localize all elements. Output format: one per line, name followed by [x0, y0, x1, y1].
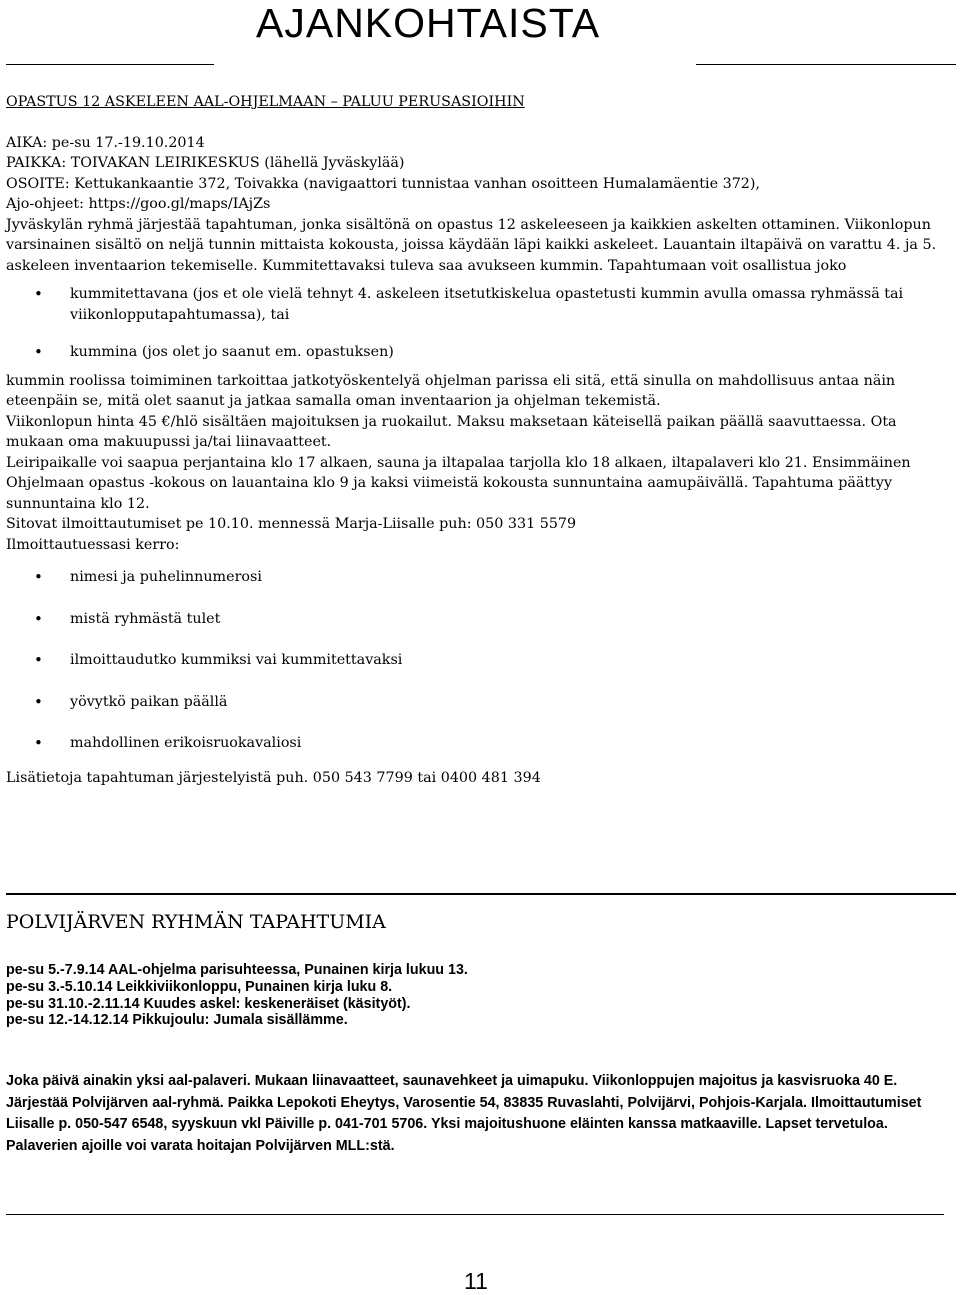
list-item: • ilmoittaudutko kummiksi vai kummitettavaksi — [6, 650, 956, 671]
event-address: OSOITE: Kettukankaantie 372, Toivakka (navigaattori tunnistaa vanhan osoitteen Humalamäentie 372), — [6, 175, 761, 192]
event-directions: Ajo-ohjeet: https://goo.gl/maps/IAjZs — [6, 196, 271, 212]
event-time: AIKA: pe-su 17.-19.10.2014 — [6, 134, 205, 151]
section-heading: POLVIJÄRVEN RYHMÄN TAPAHTUMIA — [6, 911, 386, 933]
page-number: 11 — [464, 1268, 488, 1294]
header-rule-left — [6, 64, 214, 65]
registration-deadline: Sitovat ilmoittautumiset pe 10.10. mennessä Marja-Liisalle puh: 050 331 5579 — [6, 516, 577, 532]
body-paragraph: Joka päivä ainakin yksi aal-palaveri. Mukaan liinavaatteet, saunavehkeet ja uimapuku. Viikonloppujen majoitus ja kasvisruoka 40 E. Järjestää Polvijärven aal-ryhmä. Paikka Lepokoti Eheytys, Varosentie 54, 83835 Ruvaslahti, Polvijärvi, Pohjois-Karjala. Ilmoittautumiset Liisalle p. 050-547 6548, syyskuun vkl Päiville p. 041-701 5706. Yksi majoitushuone eläinten kanssa matkaaville. Lapset tervetuloa. Palaverien ajoille voi varata hoitajan Polvijärven MLL:stä. — [6, 1073, 922, 1154]
list-item: • nimesi ja puhelinnumerosi — [6, 567, 956, 588]
list-item: • yövytkö paikan päällä — [6, 692, 956, 713]
participation-list — [6, 284, 956, 363]
event-place: PAIKKA: TOIVAKAN LEIRIKESKUS (lähellä Jyväskylää) — [6, 155, 405, 171]
registration-intro: Ilmoittautuessasi kerro: — [6, 536, 180, 553]
registration-list — [6, 567, 956, 754]
list-item: • kummina (jos olet jo saanut em. opastuksen) — [6, 342, 956, 363]
event-list — [6, 962, 956, 1029]
section-opastus — [6, 92, 956, 788]
list-item: pe-su 31.10.-2.11.14 Kuudes askel: keskeneräiset (käsityöt). — [6, 995, 411, 1012]
list-item: • mahdollinen erikoisruokavaliosi — [6, 733, 956, 754]
page-title: AJANKOHTAISTA — [256, 0, 601, 46]
list-item: • mistä ryhmästä tulet — [6, 609, 956, 630]
list-item: • kummitettavana (jos et ole vielä tehnyt 4. askeleen itsetutkiskelua opastetusti kummin avulla omassa ryhmässä tai viikonlopputapahtumassa), tai — [6, 284, 956, 325]
section-divider — [6, 893, 956, 895]
price-paragraph: Viikonlopun hinta 45 €/hlö sisältäen majoituksen ja ruokailut. Maksu maksetaan käteisellä paikan päällä saavuttaessa. Ota mukaan oma makuupussi ja/tai liinavaatteet. — [6, 413, 897, 450]
section-heading: OPASTUS 12 ASKELEEN AAL-OHJELMAAN – PALUU PERUSASIOIHIN — [6, 94, 525, 110]
list-item: pe-su 12.-14.12.14 Pikkujoulu: Jumala sisällämme. — [6, 1012, 348, 1029]
spacer — [6, 113, 956, 133]
list-item: pe-su 3.-5.10.14 Leikkiviikonloppu, Punainen kirja luku 8. — [6, 978, 393, 995]
body-paragraph: kummin roolissa toimiminen tarkoittaa jatkotyöskentelyä ohjelman parissa eli sitä, että sinulla on mahdollisuus antaa näin eteenpäin se, mitä olet saanut ja jatkaa samalla oman inventaarion ja ohjelman tekemistä. — [6, 372, 896, 409]
list-item: pe-su 5.-7.9.14 AAL-ohjelma parisuhteessa, Punainen kirja lukuu 13. — [6, 962, 468, 978]
contact-info: Lisätietoja tapahtuman järjestelyistä puh. 050 543 7799 tai 0400 481 394 — [6, 769, 541, 786]
schedule-paragraph: Leiripaikalle voi saapua perjantaina klo 17 alkaen, sauna ja iltapalaa tarjolla klo 18 alkaen, iltapalaveri klo 21. Ensimmäinen Ohjelmaan opastus -kokous on lauantaina klo 9 ja kaksi viimeistä kokousta sunnuntaina aamupäivällä. Tapahtuma päättyy sunnuntaina klo 12. — [6, 454, 911, 512]
footer-rule — [6, 1214, 944, 1215]
header-rule-right — [696, 64, 956, 65]
intro-paragraph: Jyväskylän ryhmä järjestää tapahtuman, jonka sisältönä on opastus 12 askeleeseen ja kaikkien askelten ottaminen. Viikonlopun varsinainen sisältö on neljä tunnin mittaista kokousta, joissa käydään läpi kaikki askeleet. Lauantain iltapäivä on varattu 4. ja 5. askeleen inventaarion tekemiselle. Kummitettavaksi tuleva saa avukseen kummin. Tapahtumaan voit osallistua joko — [6, 216, 937, 274]
